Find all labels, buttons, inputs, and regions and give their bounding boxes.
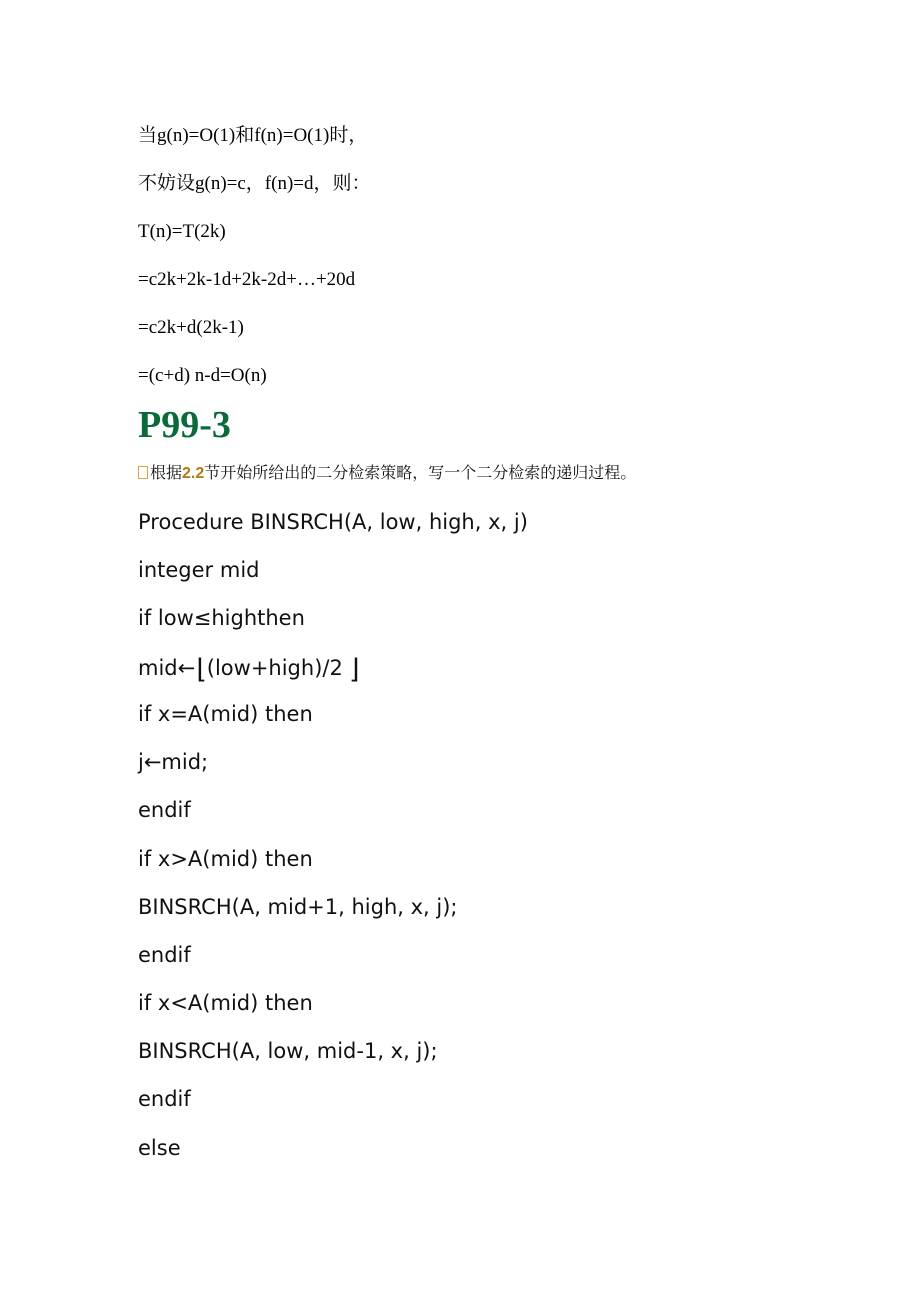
code-line-13: endif [138,1087,191,1111]
code-line-9: BINSRCH(A, mid+1, high, x, j); [138,895,458,919]
math-line-2: 不妨设g(n)=c，f(n)=d，则： [138,173,371,194]
math-line-1: 当g(n)=O(1)和f(n)=O(1)时， [138,125,368,146]
code-line-14: else [138,1136,181,1160]
task-section-number: 2.2 [182,465,205,482]
code-line-4-prefix: mid← [138,656,196,680]
code-line-3: if low≤highthen [138,606,305,630]
code-line-2: integer mid [138,558,260,582]
code-line-1: Procedure BINSRCH(A, low, high, x, j) [138,510,528,534]
code-line-6: j←mid; [138,750,209,774]
code-line-4-expr: (low+high)/2 [206,656,343,680]
math-line-4: =c2k+2k-1d+2k-2d+…+20d [138,269,356,290]
floor-open-bracket: ⌊ [196,654,207,685]
floor-close-bracket: ⌋ [348,654,360,685]
math-line-5: =c2k+d(2k-1) [138,317,244,338]
code-line-7: endif [138,798,191,822]
code-line-5: if x=A(mid) then [138,702,313,726]
code-line-12: BINSRCH(A, low, mid-1, x, j); [138,1039,438,1063]
code-line-8: if x>A(mid) then [138,847,313,871]
section-heading: P99-3 [138,404,231,446]
math-line-3: T(n)=T(2k) [138,221,226,242]
checkbox-bullet-icon [138,466,148,479]
task-prefix: 根据 [150,463,183,482]
code-line-4 [138,656,359,683]
task-suffix: 节开始所给出的二分检索策略，写一个二分检索的递归过程。 [204,463,637,482]
code-line-10: endif [138,943,191,967]
code-line-11: if x<A(mid) then [138,991,313,1015]
math-line-6: =(c+d) n-d=O(n) [138,365,267,386]
task-description [138,465,636,482]
